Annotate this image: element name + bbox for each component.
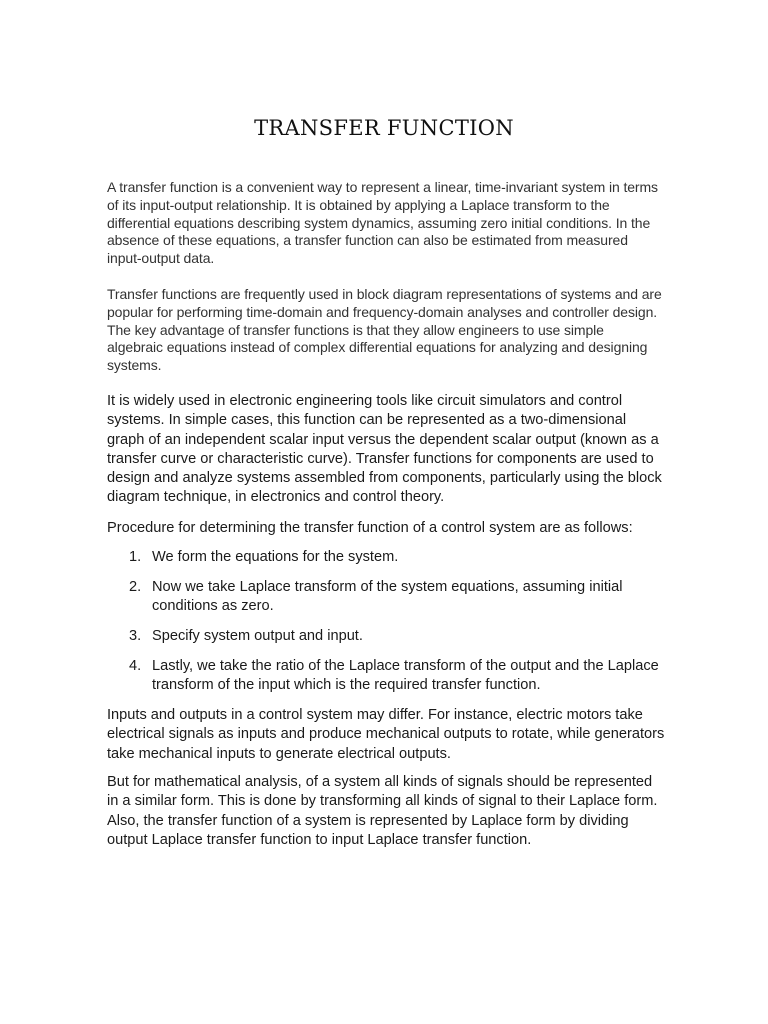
list-item [107,627,667,646]
applications-paragraph: It is widely used in electronic engineering tools like circuit simulators and control systems. In simple cases, this function can be represented as a two-dimensional graph of an independent scalar input versus the dependent scalar output (known as a transfer curve or characteristic curve). Transfer functions for components are used to design and analyze systems assembled from components, particularly using the block diagram technique, in electronics and control theory. [107,393,662,506]
step-text: Now we take Laplace transform of the system equations, assuming initial conditions as zero. [152,578,623,615]
list-item [107,548,667,567]
intro-paragraph: A transfer function is a convenient way to represent a linear, time-invariant system in terms of its input-output relationship. It is obtained by applying a Laplace transform to the differential equations describing system dynamics, assuming zero initial conditions. In the absence of these equations, a transfer function can also be estimated from measured input-output data. [107,179,658,267]
step-number: 2. [129,578,142,595]
list-item [107,578,667,617]
list-item [107,657,667,696]
laplace-form-paragraph: But for mathematical analysis, of a system all kinds of signals should be represented in a similar form. This is done by transforming all kinds of signal to their Laplace form. Also, the transfer function of a system is represented by Laplace form by dividing output Laplace transfer function to input Laplace transfer function. [107,774,658,848]
step-number: 3. [129,627,142,644]
step-number: 1. [129,549,142,565]
procedure-steps-list [107,548,667,706]
procedure-intro-paragraph: Procedure for determining the transfer function of a control system are as follows: [107,520,633,536]
step-text: We form the equations for the system. [152,549,399,565]
usage-paragraph: Transfer functions are frequently used in block diagram representations of systems and are popular for performing time-domain and frequency-domain analyses and controller design. The key advantage of transfer functions is that they allow engineers to use simple algebraic equations instead of complex differential equations for analyzing and designing systems. [107,286,662,374]
step-number: 4. [129,657,142,674]
step-text: Lastly, we take the ratio of the Laplace transform of the output and the Laplace transform of the input which is the required transfer function. [152,657,659,693]
step-text: Specify system output and input. [152,627,363,644]
io-difference-paragraph: Inputs and outputs in a control system may differ. For instance, electric motors take electrical signals as inputs and produce mechanical outputs to rotate, while generators take mechanical inputs to generate electrical outputs. [107,707,665,762]
document-title: TRANSFER FUNCTION [254,116,514,140]
